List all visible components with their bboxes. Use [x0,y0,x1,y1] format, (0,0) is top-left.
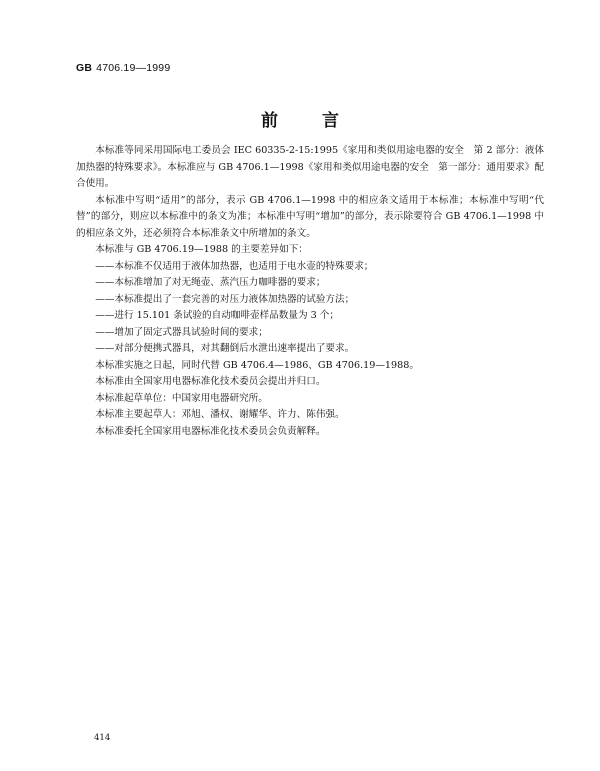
paragraph: 本标准实施之日起，同时代替 GB 4706.4—1986、GB 4706.19—1988。 [95,359,419,371]
paragraph: 本标准中写明“适用”的部分，表示 GB 4706.1—1998 中的相应条文适用于本标准；本标准中写明“代替”的部分，则应以本标准中的条文为准；本标准中写明“增加”的部分，表示除要符合 GB 4706.1—1998 中的相应条文外，还必须符合本标准条文中所增加的条文。 [76,194,544,239]
paragraph: 本标准与 GB 4706.19—1988 的主要差异如下： [95,244,308,255]
paragraph: 本标准主要起草人：邓旭、潘权、谢耀华、许力、陈伟强。 [95,409,345,420]
standard-code: 4706.19—1999 [96,62,171,74]
paragraph: 本标准等同采用国际电工委员会 IEC 60335-2-15:1995《家用和类似用途电器的安全 第 2 部分：液体加热器的特殊要求》。本标准应与 GB 4706.1—1998《家用和类似用途电器的安全 第一部分：通用要求》配合使用。 [76,145,544,189]
list-item: ——本标准增加了对无绳壶、蒸汽压力咖啡器的要求； [95,277,326,288]
list-item: ——本标准提出了一套完善的对压力液体加热器的试验方法； [95,293,355,305]
paragraph: 本标准委托全国家用电器标准化技术委员会负责解释。 [95,425,326,437]
list-item: ——增加了固定式器具试验时间的要求； [95,326,268,338]
list-item: ——本标准不仅适用于液体加热器，也适用于电水壶的特殊要求； [95,260,374,272]
page-number: 414 [94,733,111,743]
list-item: ——进行 15.101 条试验的自动咖啡壶样品数量为 3 个； [95,310,339,321]
paragraph: 本标准由全国家用电器标准化技术委员会提出并归口。 [95,376,326,387]
document-id [76,62,170,74]
foreword-body [76,143,544,440]
list-item: ——对部分便携式器具，对其翻倒后水泄出速率提出了要求。 [95,343,355,354]
paragraph: 本标准起草单位：中国家用电器研究所。 [95,392,268,404]
page-title: 前言 [261,111,383,131]
standard-prefix: GB [76,62,93,74]
